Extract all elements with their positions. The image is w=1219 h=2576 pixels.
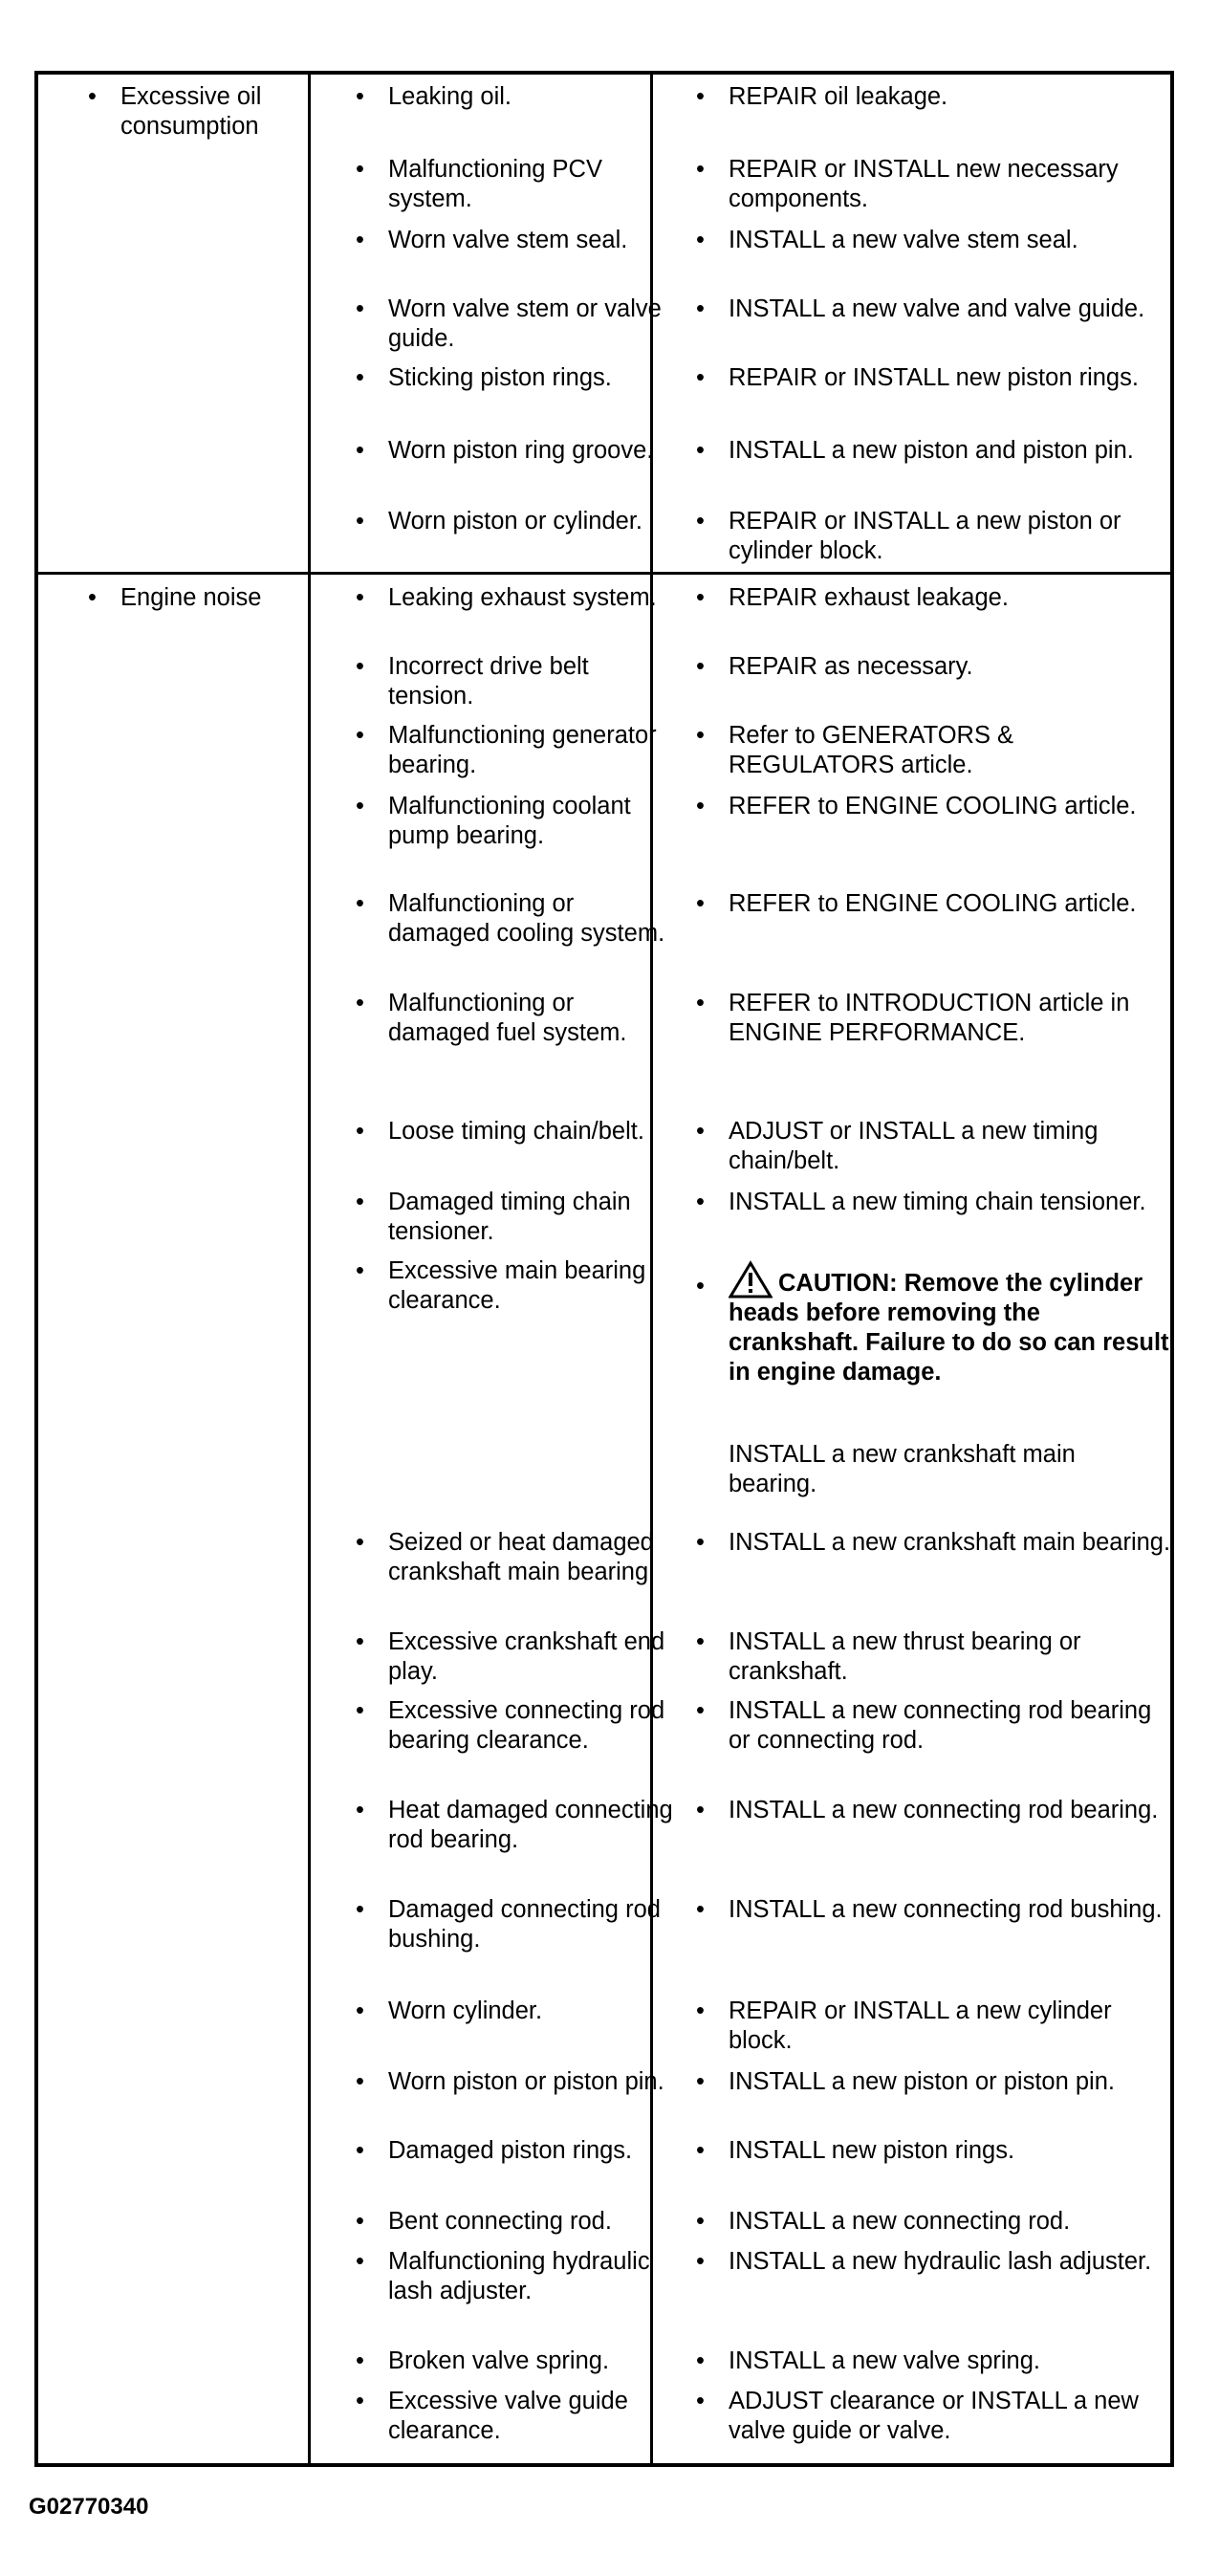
action-item <box>696 1188 1174 1217</box>
action-item <box>696 295 1174 324</box>
bullet: • <box>356 1697 364 1724</box>
cause-text: Excessive valve guide clearance. <box>388 2388 628 2444</box>
action-item <box>696 436 1174 466</box>
bullet: • <box>696 1273 705 1299</box>
action-text: INSTALL a new hydraulic lash adjuster. <box>729 2248 1152 2275</box>
action-text: INSTALL a new valve stem seal. <box>729 227 1078 253</box>
action-text: INSTALL a new connecting rod. <box>729 2208 1071 2235</box>
cause-item <box>356 2247 681 2306</box>
bullet: • <box>696 890 705 917</box>
bullet: • <box>696 793 705 819</box>
warning-triangle-icon <box>729 1260 773 1299</box>
cause-text: Broken valve spring. <box>388 2347 610 2374</box>
bullet: • <box>696 1896 705 1923</box>
bullet: • <box>696 83 705 110</box>
action-item <box>696 2247 1174 2277</box>
bullet: • <box>696 990 705 1016</box>
cause-item <box>356 1997 681 2026</box>
bullet: • <box>356 156 364 183</box>
cause-item <box>356 1796 681 1855</box>
action-text: REPAIR or INSTALL a new piston or cylinder block. <box>729 508 1121 564</box>
cause-item <box>356 792 681 851</box>
cause-text: Damaged timing chain tensioner. <box>388 1189 631 1245</box>
action-text: REPAIR exhaust leakage. <box>729 584 1009 611</box>
bullet: • <box>88 83 97 110</box>
cause-item <box>356 1117 681 1146</box>
bullet: • <box>88 584 97 611</box>
cause-text: Worn cylinder. <box>388 1997 543 2024</box>
bullet: • <box>696 2068 705 2095</box>
cause-item <box>356 2067 681 2097</box>
diagnosis-table <box>34 71 1174 2467</box>
action-text: REPAIR or INSTALL new piston rings. <box>729 364 1139 391</box>
cause-text: Leaking exhaust system. <box>388 584 657 611</box>
cause-text: Excessive main bearing clearance. <box>388 1257 646 1314</box>
cause-item <box>356 436 681 466</box>
bullet: • <box>696 1797 705 1823</box>
bullet: • <box>356 2347 364 2374</box>
action-item <box>696 82 1174 112</box>
action-item <box>696 2347 1174 2376</box>
cause-item <box>356 2207 681 2237</box>
cause-item <box>356 363 681 393</box>
action-item <box>696 652 1174 682</box>
action-item <box>696 226 1174 255</box>
bullet: • <box>356 364 364 391</box>
bullet: • <box>356 2248 364 2275</box>
bullet: • <box>696 2137 705 2164</box>
cause-item <box>356 2136 681 2166</box>
cause-item <box>356 1895 681 1954</box>
cause-text: Heat damaged connecting rod bearing. <box>388 1797 673 1853</box>
action-item <box>696 1696 1174 1756</box>
symptom-label <box>88 82 327 142</box>
action-text: INSTALL a new crankshaft main bearing. <box>729 1441 1076 1497</box>
action-text: INSTALL a new connecting rod bushing. <box>729 1896 1163 1923</box>
bullet: • <box>356 1797 364 1823</box>
cause-item <box>356 507 681 536</box>
cause-text: Malfunctioning or damaged cooling system. <box>388 890 665 947</box>
bullet: • <box>356 437 364 464</box>
action-text: Refer to GENERATORS & REGULATORS article. <box>729 722 1014 778</box>
cause-item <box>356 155 681 214</box>
action-item <box>696 1895 1174 1925</box>
bullet: • <box>696 1529 705 1556</box>
action-text: INSTALL a new connecting rod bearing or connecting rod. <box>729 1697 1152 1754</box>
figure-id: G02770340 <box>29 2494 149 2520</box>
bullet: • <box>356 83 364 110</box>
bullet: • <box>696 1697 705 1724</box>
cause-text: Bent connecting rod. <box>388 2208 612 2235</box>
bullet: • <box>356 722 364 749</box>
action-text: INSTALL a new thrust bearing or crankshaft. <box>729 1628 1081 1685</box>
bullet: • <box>356 2137 364 2164</box>
bullet: • <box>356 2388 364 2414</box>
cause-text: Malfunctioning generator bearing. <box>388 722 657 778</box>
bullet: • <box>696 2388 705 2414</box>
bullet: • <box>696 227 705 253</box>
cause-text: Damaged piston rings. <box>388 2137 633 2164</box>
cause-text: Damaged connecting rod bushing. <box>388 1896 661 1953</box>
action-text: INSTALL a new piston or piston pin. <box>729 2068 1115 2095</box>
action-item <box>696 792 1174 821</box>
bullet: • <box>696 2248 705 2275</box>
cause-item <box>356 226 681 255</box>
bullet: • <box>696 653 705 680</box>
cause-text: Worn piston or piston pin. <box>388 2068 664 2095</box>
action-item <box>696 583 1174 613</box>
cause-item <box>356 1188 681 1247</box>
action-text: REFER to ENGINE COOLING article. <box>729 890 1137 917</box>
cause-text: Excessive crankshaft end play. <box>388 1628 665 1685</box>
row-divider <box>38 572 1170 575</box>
bullet: • <box>356 1628 364 1655</box>
bullet: • <box>696 364 705 391</box>
bullet: • <box>696 1997 705 2024</box>
caution-text: CAUTION: Remove the cylinder heads before removing the crankshaft. Failure to do so can result in engine damage. <box>729 1270 1169 1386</box>
action-item <box>696 1528 1174 1558</box>
cause-item <box>356 989 681 1048</box>
cause-text: Worn piston ring groove. <box>388 437 654 464</box>
bullet: • <box>356 793 364 819</box>
caution-content <box>696 1260 1174 1387</box>
bullet: • <box>696 1189 705 1215</box>
action-item <box>696 507 1174 566</box>
symptom-text: Engine noise <box>120 584 262 611</box>
cause-text: Worn valve stem seal. <box>388 227 628 253</box>
cause-text: Loose timing chain/belt. <box>388 1118 644 1145</box>
action-text: REPAIR oil leakage. <box>729 83 948 110</box>
action-item <box>696 1627 1174 1687</box>
action-text: REFER to ENGINE COOLING article. <box>729 793 1137 819</box>
action-item <box>696 2136 1174 2166</box>
action-item <box>696 1997 1174 2056</box>
bullet: • <box>356 295 364 322</box>
bullet: • <box>356 1896 364 1923</box>
cause-item <box>356 583 681 613</box>
caution-note <box>696 1260 1174 1387</box>
bullet: • <box>356 584 364 611</box>
bullet: • <box>696 437 705 464</box>
cause-text: Leaking oil. <box>388 83 512 110</box>
action-item <box>696 155 1174 214</box>
bullet: • <box>696 2208 705 2235</box>
cause-item <box>356 2347 681 2376</box>
bullet: • <box>356 990 364 1016</box>
bullet: • <box>696 722 705 749</box>
cause-text: Malfunctioning or damaged fuel system. <box>388 990 627 1046</box>
cause-item <box>356 652 681 711</box>
cause-text: Worn piston or cylinder. <box>388 508 642 535</box>
action-text: INSTALL new piston rings. <box>729 2137 1015 2164</box>
cause-text: Incorrect drive belt tension. <box>388 653 589 709</box>
action-text: INSTALL a new valve and valve guide. <box>729 295 1145 322</box>
cause-text: Malfunctioning PCV system. <box>388 156 602 212</box>
action-item <box>696 1796 1174 1825</box>
cause-text: Sticking piston rings. <box>388 364 612 391</box>
bullet: • <box>696 2347 705 2374</box>
cause-item <box>356 889 681 949</box>
bullet: • <box>356 2068 364 2095</box>
bullet: • <box>356 2208 364 2235</box>
cause-item <box>356 1627 681 1687</box>
cause-text: Worn valve stem or valve guide. <box>388 295 662 352</box>
action-text: REFER to INTRODUCTION article in ENGINE PERFORMANCE. <box>729 990 1130 1046</box>
bullet: • <box>356 653 364 680</box>
action-text: ADJUST clearance or INSTALL a new valve guide or valve. <box>729 2388 1139 2444</box>
bullet: • <box>696 584 705 611</box>
action-text: ADJUST or INSTALL a new timing chain/belt. <box>729 1118 1099 1174</box>
action-item <box>696 889 1174 919</box>
bullet: • <box>696 1628 705 1655</box>
bullet: • <box>356 508 364 535</box>
cause-item <box>356 82 681 112</box>
cause-item <box>356 295 681 354</box>
action-item <box>696 2387 1174 2446</box>
cause-text: Malfunctioning coolant pump bearing. <box>388 793 631 849</box>
action-text: INSTALL a new piston and piston pin. <box>729 437 1134 464</box>
action-item <box>696 1117 1174 1176</box>
bullet: • <box>356 1997 364 2024</box>
action-text: INSTALL a new connecting rod bearing. <box>729 1797 1159 1823</box>
cause-item <box>356 2387 681 2446</box>
cause-item <box>356 1256 681 1316</box>
bullet: • <box>696 156 705 183</box>
action-item <box>696 989 1174 1048</box>
action-item <box>696 2067 1174 2097</box>
bullet: • <box>696 508 705 535</box>
action-item <box>696 721 1174 780</box>
action-text: INSTALL a new valve spring. <box>729 2347 1040 2374</box>
action-item <box>696 2207 1174 2237</box>
cause-item <box>356 1696 681 1756</box>
action-text: REPAIR or INSTALL a new cylinder block. <box>729 1997 1112 2054</box>
cause-item <box>356 721 681 780</box>
bullet: • <box>356 227 364 253</box>
action-text: INSTALL a new timing chain tensioner. <box>729 1189 1146 1215</box>
bullet: • <box>696 1118 705 1145</box>
cause-item <box>356 1528 681 1587</box>
cause-text: Excessive connecting rod bearing clearance. <box>388 1697 665 1754</box>
action-text: REPAIR or INSTALL new necessary components. <box>729 156 1119 212</box>
action-text: INSTALL a new crankshaft main bearing. <box>729 1529 1171 1556</box>
action-item <box>696 363 1174 393</box>
bullet: • <box>356 890 364 917</box>
cause-text: Malfunctioning hydraulic lash adjuster. <box>388 2248 650 2304</box>
column-divider <box>308 75 311 2463</box>
bullet: • <box>356 1257 364 1284</box>
bullet: • <box>356 1118 364 1145</box>
symptom-text: Excessive oil consumption <box>120 83 262 140</box>
bullet: • <box>356 1529 364 1556</box>
symptom-label <box>88 583 327 613</box>
cause-text: Seized or heat damaged crankshaft main bearing. <box>388 1529 656 1585</box>
bullet: • <box>696 295 705 322</box>
action-text: REPAIR as necessary. <box>729 653 973 680</box>
bullet: • <box>356 1189 364 1215</box>
